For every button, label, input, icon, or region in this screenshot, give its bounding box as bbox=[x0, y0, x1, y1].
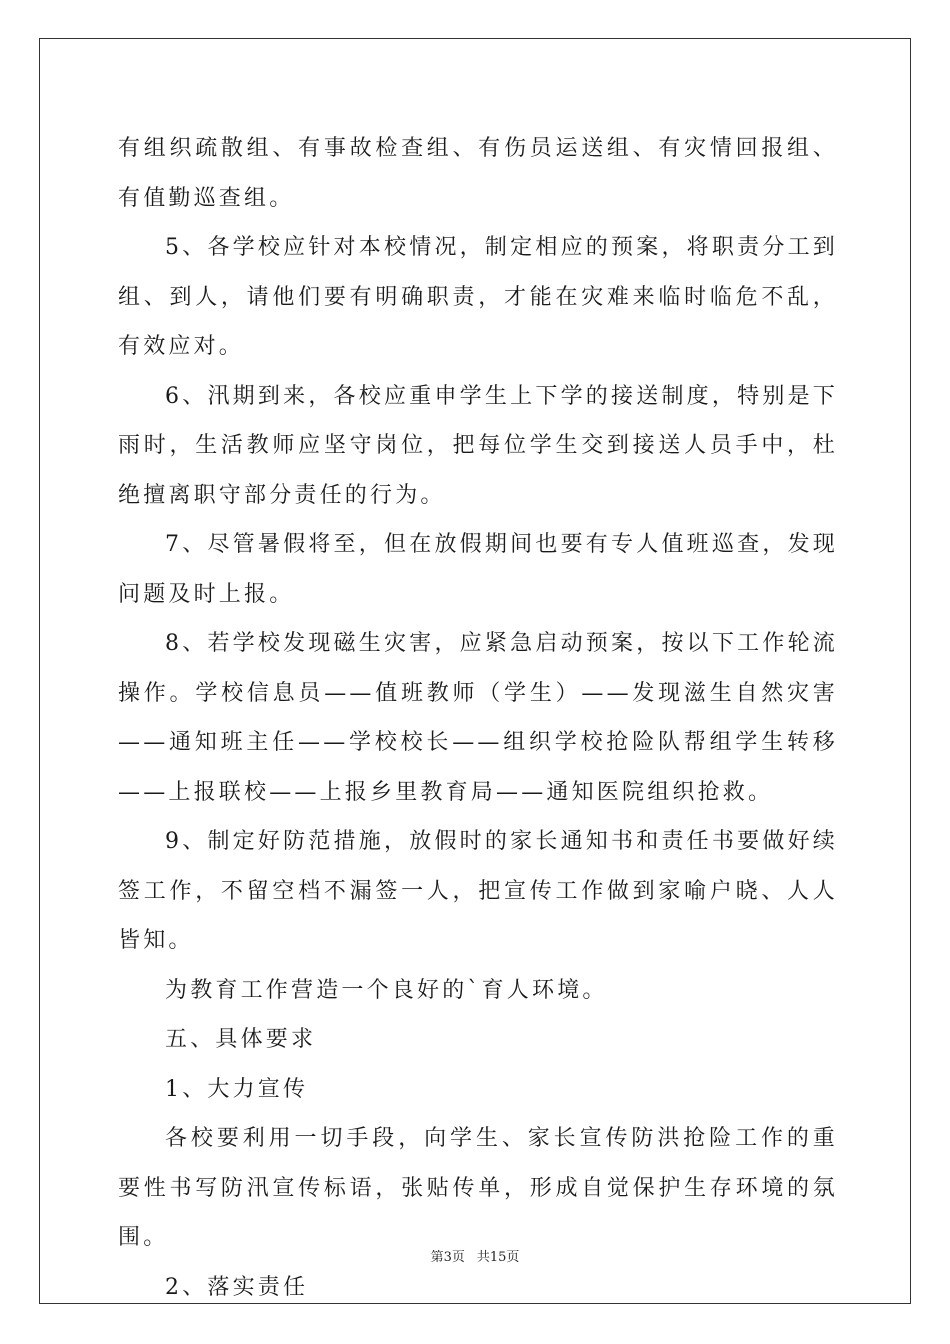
page-number: 第3页 bbox=[430, 1250, 465, 1265]
page-footer bbox=[0, 1246, 950, 1265]
paragraph: 7、尽管暑假将至，但在放假期间也要有专人值班巡查，发现问题及时上报。 bbox=[118, 532, 838, 607]
paragraph: 为教育工作营造一个良好的`育人环境。 bbox=[165, 977, 608, 1003]
section-heading: 五、具体要求 bbox=[165, 1027, 317, 1052]
document-body bbox=[118, 124, 838, 1312]
paragraph: 各校要利用一切手段，向学生、家长宣传防洪抢险工作的重要性书写防汛宣传标语，张贴传单，形成自觉保护生存环境的氛围。 bbox=[118, 1126, 838, 1250]
paragraph: 9、制定好防范措施，放假时的家长通知书和责任书要做好续签工作，不留空档不漏签一人，把宣传工作做到家喻户晓、人人皆知。 bbox=[118, 829, 838, 953]
paragraph: 8、若学校发现磁生灾害，应紧急启动预案，按以下工作轮流操作。学校信息员——值班教师（学生）——发现滋生自然灾害——通知班主任——学校校长——组织学校抢险队帮组学生转移——上报联校——上报乡里教育局——通知医院组织抢救。 bbox=[118, 631, 838, 805]
paragraph: 6、汛期到来，各校应重申学生上下学的接送制度，特别是下雨时，生活教师应坚守岗位，把每位学生交到接送人员手中，杜绝擅离职守部分责任的行为。 bbox=[118, 383, 838, 508]
subsection-heading: 2、落实责任 bbox=[165, 1274, 309, 1300]
paragraph: 有组织疏散组、有事故检查组、有伤员运送组、有灾情回报组、有值勤巡查组。 bbox=[118, 136, 838, 211]
subsection-heading: 1、大力宣传 bbox=[165, 1076, 309, 1102]
page-total: 共15页 bbox=[476, 1250, 520, 1265]
paragraph: 5、各学校应针对本校情况，制定相应的预案，将职责分工到组、到人，请他们要有明确职责，才能在灾难来临时临危不乱，有效应对。 bbox=[118, 235, 838, 359]
